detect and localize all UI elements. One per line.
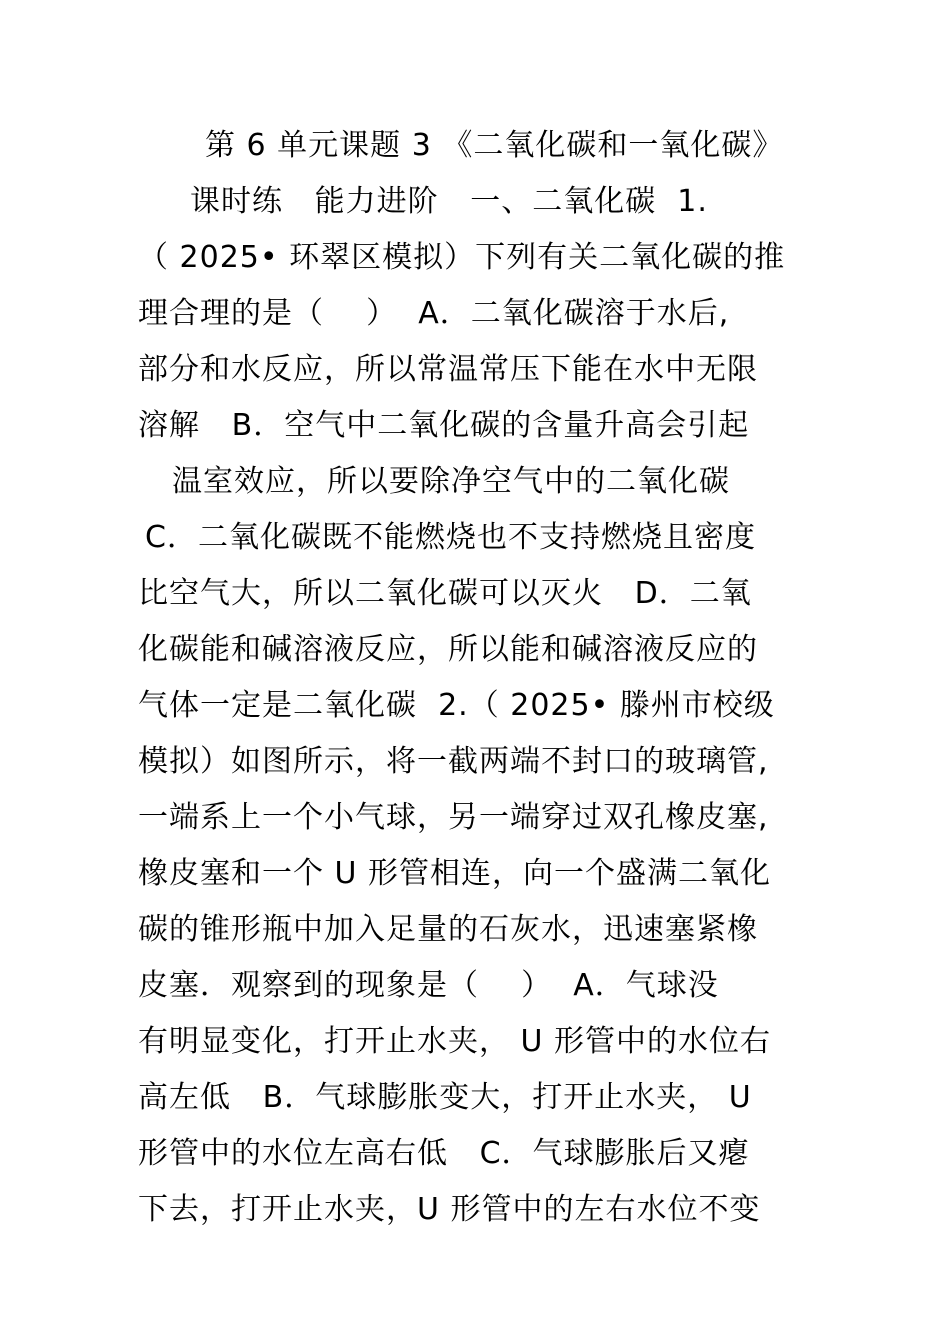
text-line: 橡皮塞和一个 U 形管相连，向一个盛满二氧化: [138, 856, 772, 891]
text-line: 溶解 B．空气中二氧化碳的含量升高会引起: [138, 408, 750, 443]
text-line: 化碳能和碱溶液反应，所以能和碱溶液反应的: [138, 632, 758, 667]
text-line: 下去，打开止水夹，U 形管中的左右水位不变: [138, 1192, 761, 1227]
text-line: （ 2025• 环翠区模拟）下列有关二氧化碳的推: [138, 240, 786, 275]
text-line: 碳的锥形瓶中加入足量的石灰水，迅速塞紧橡: [138, 912, 758, 947]
text-line: 一端系上一个小气球，另一端穿过双孔橡皮塞,: [138, 800, 769, 835]
text-line: 温室效应，所以要除净空气中的二氧化碳: [172, 464, 730, 499]
title-line: 第 6 单元课题 3 《二氧化碳和一氧化碳》: [205, 128, 784, 163]
text-line: 气体一定是二氧化碳 2.（ 2025• 滕州市校级: [138, 688, 775, 723]
text-line: 部分和水反应，所以常温常压下能在水中无限: [138, 352, 758, 387]
text-line: 皮塞．观察到的现象是（ ） A．气球没: [138, 968, 719, 1003]
text-line: 理合理的是（ ） A．二氧化碳溶于水后,: [138, 296, 730, 331]
text-line: 高左低 B．气球膨胀变大，打开止水夹， U: [138, 1080, 752, 1115]
text-line: 形管中的水位左高右低 C．气球膨胀后又瘪: [138, 1136, 750, 1171]
text-line: C．二氧化碳既不能燃烧也不支持燃烧且密度: [145, 520, 756, 555]
text-line: 有明显变化，打开止水夹， U 形管中的水位右: [138, 1024, 772, 1059]
text-line: 课时练 能力进阶 一、二氧化碳 1.: [190, 184, 708, 219]
text-line: 模拟）如图所示，将一截两端不封口的玻璃管,: [138, 744, 769, 779]
text-line: 比空气大，所以二氧化碳可以灭火 D．二氧: [138, 576, 752, 611]
